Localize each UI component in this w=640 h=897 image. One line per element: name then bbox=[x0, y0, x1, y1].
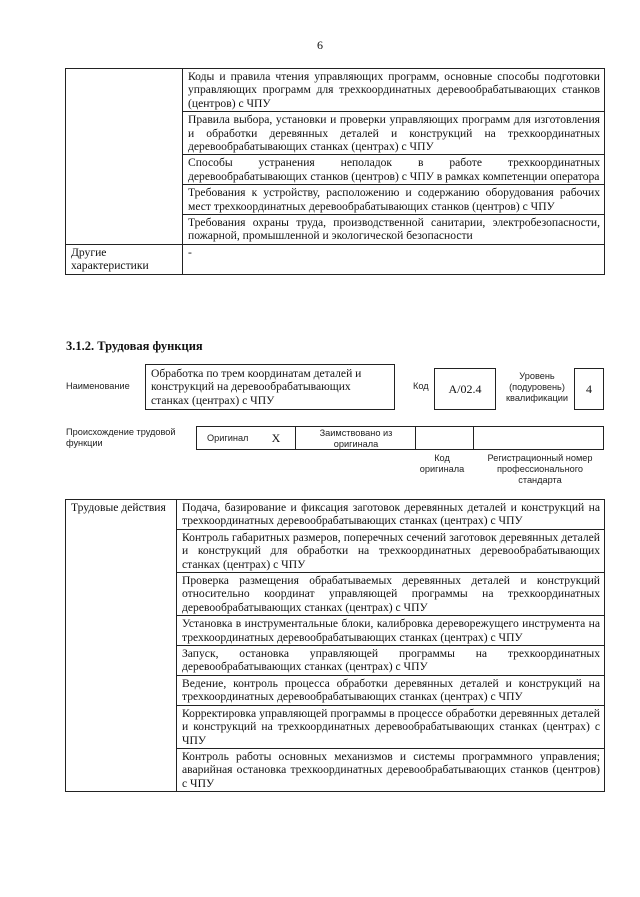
table-row bbox=[66, 500, 605, 530]
knowledge-item: Коды и правила чтения управляющих программ, основные способы подготовки управляющих программ для трехкоординатных деревообрабатывающих станков (центров) с ЧПУ bbox=[183, 69, 605, 112]
action-item: Ведение, контроль процесса обработки деревянных деталей и конструкций на трехкоординатных деревообрабатывающих станках (центрах) с ЧПУ bbox=[177, 675, 605, 705]
action-item: Подача, базирование и фиксация заготовок деревянных деталей и конструкций на трехкоординатных деревообрабатывающих станках (центрах) с ЧПУ bbox=[177, 500, 605, 530]
name-label: Наименование bbox=[66, 381, 130, 391]
other-characteristics-label: Другие характеристики bbox=[66, 244, 183, 274]
action-item: Установка в инструментальные блоки, калибровка дереворежущего инструмента на трехкоординатных деревообрабатывающих станках (центрах) с ЧПУ bbox=[177, 616, 605, 646]
table-row bbox=[66, 69, 605, 112]
code-original-caption: Код оригинала bbox=[419, 453, 465, 474]
original-mark: X bbox=[271, 430, 281, 445]
other-characteristics-value: - bbox=[183, 244, 605, 274]
knowledge-label-cell bbox=[66, 69, 183, 245]
original-label: Оригинал bbox=[207, 433, 249, 443]
origin-row bbox=[196, 426, 604, 450]
actions-table bbox=[65, 499, 605, 792]
code-label: Код bbox=[413, 381, 429, 391]
action-item: Контроль габаритных размеров, поперечных сечений заготовок деревянных деталей и конструкций для обработки на трехкоординатных деревообрабатывающих станках (центрах) с ЧПУ bbox=[177, 529, 605, 572]
level-label: Уровень (подуровень) квалификации bbox=[506, 371, 568, 403]
borrowed-label: Заимствовано из оригинала bbox=[319, 428, 393, 449]
level-value-box: 4 bbox=[574, 368, 604, 410]
knowledge-table bbox=[65, 68, 605, 275]
actions-label: Трудовые действия bbox=[66, 500, 177, 792]
page-number: 6 bbox=[317, 38, 323, 52]
knowledge-item: Способы устранения неполадок в работе трехкоординатных деревообрабатывающих станков (центров) с ЧПУ в рамках компетенции оператора bbox=[183, 155, 605, 185]
action-item: Проверка размещения обрабатываемых деревянных деталей и конструкций относительно координат управляющей программы на трехкоординатных деревообрабатывающих станках (центрах) с ЧПУ bbox=[177, 573, 605, 616]
action-item: Запуск, остановка управляющей программы на трехкоординатных деревообрабатывающих станках (центрах) с ЧПУ bbox=[177, 646, 605, 676]
action-item: Контроль работы основных механизмов и системы программного управления; аварийная остановка трехкоординатных деревообрабатывающих станков (центров) с ЧПУ bbox=[177, 748, 605, 791]
registration-caption: Регистрационный номер профессионального стандарта bbox=[487, 453, 593, 485]
knowledge-item: Требования охраны труда, производственной санитарии, электробезопасности, пожарной, промышленной и экологической безопасности bbox=[183, 215, 605, 245]
origin-label: Происхождение трудовой функции bbox=[66, 427, 176, 448]
function-name-box: Обработка по трем координатам деталей и конструкций на деревообрабатывающих станках (центрах) с ЧПУ bbox=[145, 364, 395, 410]
knowledge-item: Требования к устройству, расположению и содержанию оборудования рабочих мест трехкоординатных деревообрабатывающих станков (центров) с ЧПУ bbox=[183, 185, 605, 215]
table-row bbox=[66, 244, 605, 274]
section-title: 3.1.2. Трудовая функция bbox=[66, 339, 203, 353]
code-value-box: А/02.4 bbox=[434, 368, 496, 410]
action-item: Корректировка управляющей программы в процессе обработки деревянных деталей и конструкций на трехкоординатных деревообрабатывающих станках (центрах) с ЧПУ bbox=[177, 705, 605, 748]
knowledge-item: Правила выбора, установки и проверки управляющих программ для изготовления и обработки деревянных деталей и конструкций на трехкоординатных деревообрабатывающих станках (центрах) с ЧПУ bbox=[183, 112, 605, 155]
